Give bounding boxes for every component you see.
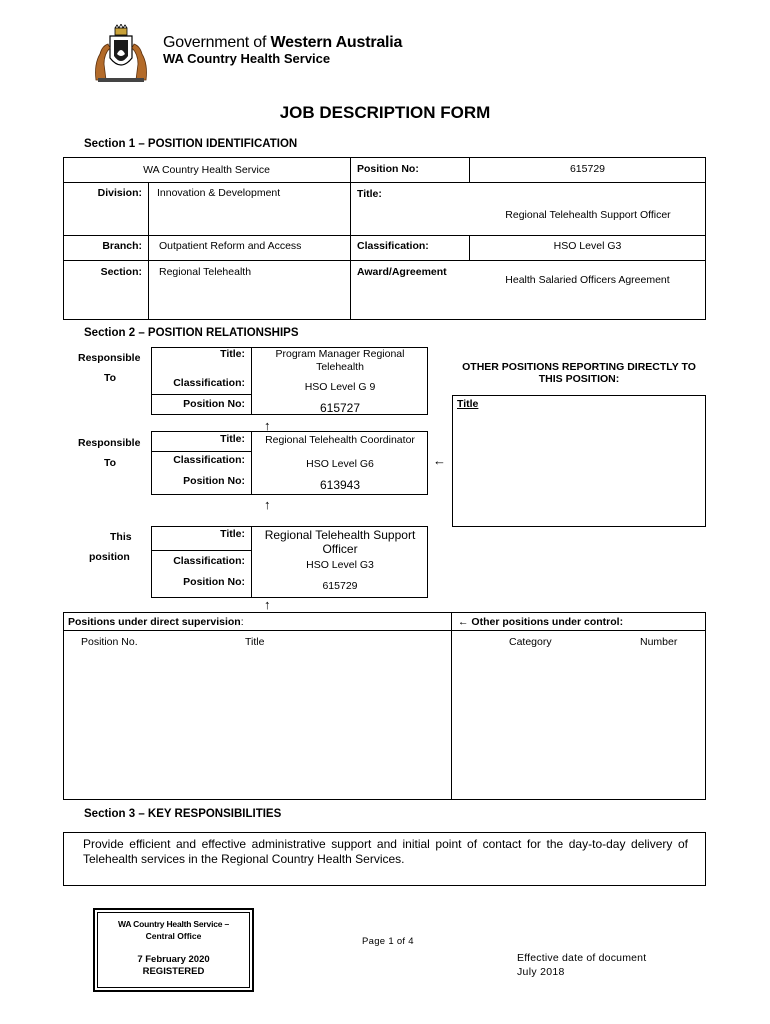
position-no-value: 615729 bbox=[569, 163, 606, 175]
title-label: Title: bbox=[357, 188, 382, 200]
position-no-label: Position No: bbox=[357, 163, 419, 175]
section2-heading: Section 2 – POSITION RELATIONSHIPS bbox=[84, 327, 299, 339]
box3-title-line2: Officer bbox=[322, 542, 358, 556]
org-name-bold: Western Australia bbox=[270, 34, 403, 51]
org-name-line2: WA Country Health Service bbox=[163, 51, 331, 66]
box1-title-line2: Telehealth bbox=[316, 361, 364, 373]
box1-position-no-label: Position No: bbox=[183, 398, 245, 410]
divider bbox=[151, 550, 251, 551]
box3-position-no-label: Position No: bbox=[183, 576, 245, 588]
to-label-1: To bbox=[104, 372, 117, 384]
classification-label: Classification: bbox=[357, 240, 429, 252]
position-label: position bbox=[89, 551, 130, 563]
org-name-line1 bbox=[163, 34, 402, 52]
divider bbox=[148, 182, 149, 320]
award-label: Award/Agreement bbox=[357, 266, 447, 278]
divider bbox=[63, 260, 706, 261]
division-label: Division: bbox=[97, 187, 142, 199]
other-positions-title-column: Title bbox=[457, 398, 479, 410]
under-supervision-label-text: Positions under direct supervision bbox=[68, 616, 241, 628]
box1-title-label: Title: bbox=[220, 348, 245, 360]
under-supervision-label bbox=[68, 616, 244, 628]
stamp-line2: Central Office bbox=[145, 931, 202, 941]
org-name-cell: WA Country Health Service bbox=[143, 164, 270, 176]
title-value: Regional Telehealth Support Officer bbox=[505, 209, 671, 221]
branch-value: Outpatient Reform and Access bbox=[159, 240, 302, 252]
col-title: Title bbox=[245, 636, 265, 648]
effective-date-label: Effective date of document bbox=[517, 952, 647, 964]
responsible-label-2: Responsible bbox=[78, 437, 141, 449]
responsibilities-line2: Telehealth services in the Regional Country Health Services. bbox=[83, 852, 405, 866]
effective-date-value: July 2018 bbox=[517, 966, 565, 978]
to-label-2: To bbox=[104, 457, 117, 469]
divider bbox=[63, 182, 350, 183]
box1-title-line1: Program Manager Regional bbox=[275, 348, 405, 360]
under-supervision-colon: : bbox=[240, 616, 244, 628]
responsible-label-1: Responsible bbox=[78, 352, 141, 364]
arrow-left-icon: ← bbox=[458, 616, 469, 628]
award-value: Health Salaried Officers Agreement bbox=[505, 274, 670, 286]
divider bbox=[451, 612, 452, 800]
page-number: Page 1 of 4 bbox=[362, 936, 414, 947]
arrow-up-icon: ↑ bbox=[264, 597, 271, 612]
classification-value: HSO Level G3 bbox=[553, 240, 622, 252]
branch-label: Branch: bbox=[102, 240, 142, 252]
box1-classification-value: HSO Level G 9 bbox=[304, 381, 376, 393]
section-label: Section: bbox=[100, 266, 142, 278]
arrow-up-icon: ↑ bbox=[264, 497, 271, 512]
divider bbox=[63, 630, 706, 631]
box3-classification-value: HSO Level G3 bbox=[306, 559, 374, 571]
divider bbox=[350, 182, 706, 183]
box1-classification-label: Classification: bbox=[173, 377, 245, 389]
box3-title-label: Title: bbox=[220, 528, 245, 540]
col-category: Category bbox=[509, 636, 552, 648]
section-value: Regional Telehealth bbox=[159, 266, 252, 278]
col-number: Number bbox=[640, 636, 678, 648]
col-position-no: Position No. bbox=[81, 636, 138, 648]
box2-classification-value: HSO Level G6 bbox=[306, 458, 374, 470]
this-label: This bbox=[110, 531, 132, 543]
divider bbox=[151, 394, 251, 395]
divider bbox=[63, 235, 706, 236]
stamp-line1: WA Country Health Service – bbox=[118, 919, 229, 929]
other-positions-heading-line1: OTHER POSITIONS REPORTING DIRECTLY TO bbox=[462, 361, 696, 373]
supervision-table bbox=[63, 612, 706, 800]
other-positions-heading-line2: THIS POSITION: bbox=[538, 373, 620, 385]
form-title: JOB DESCRIPTION FORM bbox=[279, 103, 491, 122]
box2-title-value: Regional Telehealth Coordinator bbox=[265, 434, 415, 446]
box3-title-line1: Regional Telehealth Support bbox=[264, 528, 416, 542]
other-positions-box bbox=[452, 395, 706, 527]
stamp-date: 7 February 2020 bbox=[137, 954, 210, 965]
arrow-up-icon: ↑ bbox=[264, 418, 271, 433]
division-value: Innovation & Development bbox=[157, 187, 281, 199]
divider bbox=[151, 451, 251, 452]
arrow-left-icon: ← bbox=[433, 453, 446, 468]
box3-position-no-value: 615729 bbox=[322, 580, 358, 592]
responsibilities-line1: Provide efficient and effective administrative support and initial point of contact for the day-to-day delivery of bbox=[83, 837, 688, 851]
org-name-plain: Government of bbox=[163, 34, 271, 51]
box2-position-no-value: 613943 bbox=[319, 478, 361, 492]
section1-heading: Section 1 – POSITION IDENTIFICATION bbox=[84, 138, 298, 150]
section3-heading: Section 3 – KEY RESPONSIBILITIES bbox=[84, 808, 282, 820]
wa-government-crest-logo bbox=[90, 24, 152, 84]
box2-position-no-label: Position No: bbox=[183, 475, 245, 487]
box2-title-label: Title: bbox=[220, 433, 245, 445]
other-control-label bbox=[458, 616, 623, 628]
box2-classification-label: Classification: bbox=[173, 454, 245, 466]
stamp-status: REGISTERED bbox=[142, 966, 205, 977]
other-control-label-text: Other positions under control: bbox=[471, 616, 624, 628]
box1-position-no-value: 615727 bbox=[319, 401, 361, 415]
box3-classification-label: Classification: bbox=[173, 555, 245, 567]
